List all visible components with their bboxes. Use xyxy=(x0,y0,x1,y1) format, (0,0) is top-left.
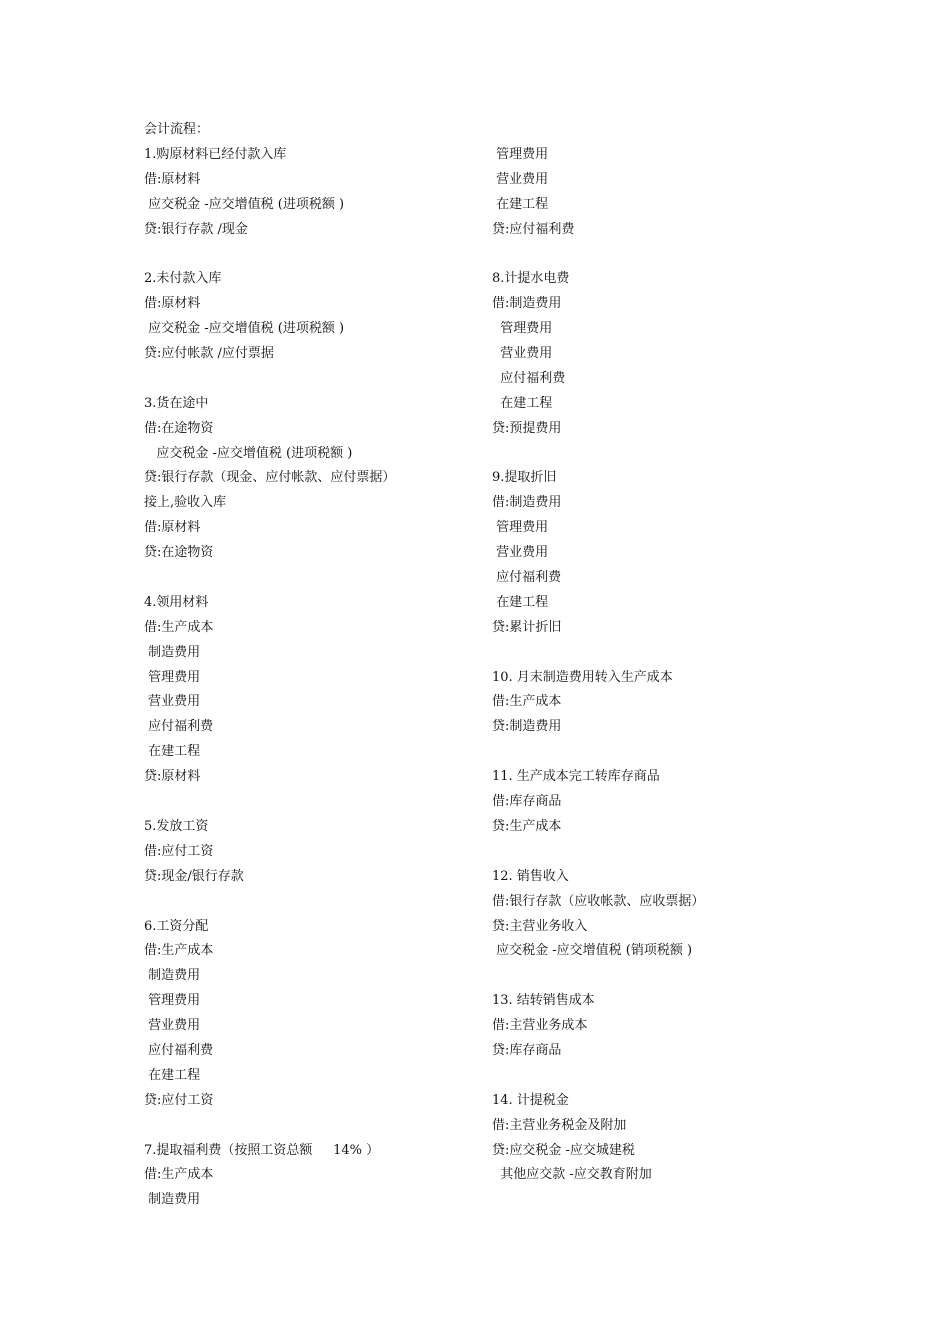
text-line: 借:原材料 xyxy=(144,520,201,536)
text-line xyxy=(144,790,474,815)
text-line: 管理费用 xyxy=(492,321,553,337)
text-line xyxy=(144,367,474,392)
text-line xyxy=(144,1114,474,1139)
text-line xyxy=(492,442,822,467)
text-line: 制造费用 xyxy=(144,968,201,984)
text-line: 借:应付工资 xyxy=(144,843,214,859)
text-line: 营业费用 xyxy=(492,545,549,561)
text-line xyxy=(492,1064,822,1089)
text-line: 管理费用 xyxy=(492,146,549,162)
text-line: 贷:制造费用 xyxy=(492,719,562,735)
text-line: 管理费用 xyxy=(144,993,201,1009)
text-line: 应付福利费 xyxy=(144,1042,214,1058)
text-line: 营业费用 xyxy=(144,1018,201,1034)
text-line: 应付福利费 xyxy=(492,370,566,386)
text-line: 11. 生产成本完工转库存商品 xyxy=(492,769,660,785)
text-line: 贷:主营业务收入 xyxy=(492,918,588,934)
text-line: 借:制造费用 xyxy=(492,495,562,511)
text-line: 应交税金 -应交增值税 (进项税额 ) xyxy=(144,196,345,212)
text-line: 1.购原材料已经付款入库 xyxy=(144,146,287,162)
text-line: 其他应交款 -应交教育附加 xyxy=(492,1167,652,1183)
text-line: 管理费用 xyxy=(144,669,201,685)
text-line: 借:在途物资 xyxy=(144,420,214,436)
text-line: 贷:现金/银行存款 xyxy=(144,868,244,884)
text-line xyxy=(144,890,474,915)
text-line: 9.提取折旧 xyxy=(492,470,557,486)
text-line: 应付福利费 xyxy=(492,570,562,586)
right-column xyxy=(492,118,822,1188)
text-line: 8.计提水电费 xyxy=(492,271,570,287)
text-line xyxy=(144,242,474,267)
text-line: 借:生产成本 xyxy=(492,694,562,710)
text-line: 借:主营业务税金及附加 xyxy=(492,1117,627,1133)
text-line xyxy=(144,566,474,591)
text-line: 营业费用 xyxy=(492,346,553,362)
text-line: 4.领用材料 xyxy=(144,594,209,610)
text-line: 贷:生产成本 xyxy=(492,818,562,834)
text-line: 贷:库存商品 xyxy=(492,1042,562,1058)
text-line: 贷:应付帐款 /应付票据 xyxy=(144,346,274,362)
text-line: 贷:银行存款（现金、应付帐款、应付票据） xyxy=(144,470,396,486)
text-line: 在建工程 xyxy=(492,196,549,212)
text-line: 在建工程 xyxy=(492,594,549,610)
text-line: 制造费用 xyxy=(144,644,201,660)
text-line xyxy=(492,641,822,666)
text-line: 14. 计提税金 xyxy=(492,1092,569,1108)
text-line: 贷:累计折旧 xyxy=(492,619,562,635)
text-line: 借:主营业务成本 xyxy=(492,1018,588,1034)
text-line: 会计流程： xyxy=(144,122,210,137)
text-line: 在建工程 xyxy=(492,395,553,411)
text-line: 贷:银行存款 /现金 xyxy=(144,221,248,237)
text-line: 借:原材料 xyxy=(144,296,201,312)
text-line: 应付福利费 xyxy=(144,719,214,735)
text-line: 6.工资分配 xyxy=(144,918,209,934)
text-line: 贷:应交税金 -应交城建税 xyxy=(492,1142,635,1158)
text-line: 借:生产成本 xyxy=(144,619,214,635)
text-line: 借:原材料 xyxy=(144,171,201,187)
text-line: 贷:应付工资 xyxy=(144,1092,214,1108)
text-line: 接上,验收入库 xyxy=(144,495,227,511)
text-line: 营业费用 xyxy=(492,171,549,187)
text-line: 借:银行存款（应收帐款、应收票据） xyxy=(492,893,705,909)
text-line: 借:制造费用 xyxy=(492,296,562,312)
text-line: 12. 销售收入 xyxy=(492,868,569,884)
left-column xyxy=(144,118,474,1213)
text-line xyxy=(492,840,822,865)
text-line: 应交税金 -应交增值税 (进项税额 ) xyxy=(144,445,353,461)
text-line: 贷:应付福利费 xyxy=(492,221,575,237)
text-line: 10. 月末制造费用转入生产成本 xyxy=(492,669,673,685)
text-line: 在建工程 xyxy=(144,744,201,760)
text-line: 借:库存商品 xyxy=(492,794,562,810)
text-line: 应交税金 -应交增值税 (销项税额 ) xyxy=(492,943,693,959)
text-line: 贷:预提费用 xyxy=(492,420,562,436)
text-line: 管理费用 xyxy=(492,520,549,536)
text-line: 应交税金 -应交增值税 (进项税额 ) xyxy=(144,321,345,337)
text-line xyxy=(492,740,822,765)
text-line: 制造费用 xyxy=(144,1192,201,1208)
text-line: 5.发放工资 xyxy=(144,818,209,834)
text-line: 借:生产成本 xyxy=(144,1167,214,1183)
text-line xyxy=(492,964,822,989)
text-line: 贷:原材料 xyxy=(144,769,201,785)
text-line: 13. 结转销售成本 xyxy=(492,993,595,1009)
text-line xyxy=(492,118,822,143)
text-line: 贷:在途物资 xyxy=(144,545,214,561)
text-line: 在建工程 xyxy=(144,1067,201,1083)
text-line: 营业费用 xyxy=(144,694,201,710)
text-line: 7.提取福利费（按照工资总额 14% ） xyxy=(144,1142,380,1158)
text-line: 借:生产成本 xyxy=(144,943,214,959)
text-line: 2.未付款入库 xyxy=(144,271,222,287)
text-line xyxy=(492,242,822,267)
text-line: 3.货在途中 xyxy=(144,395,209,411)
